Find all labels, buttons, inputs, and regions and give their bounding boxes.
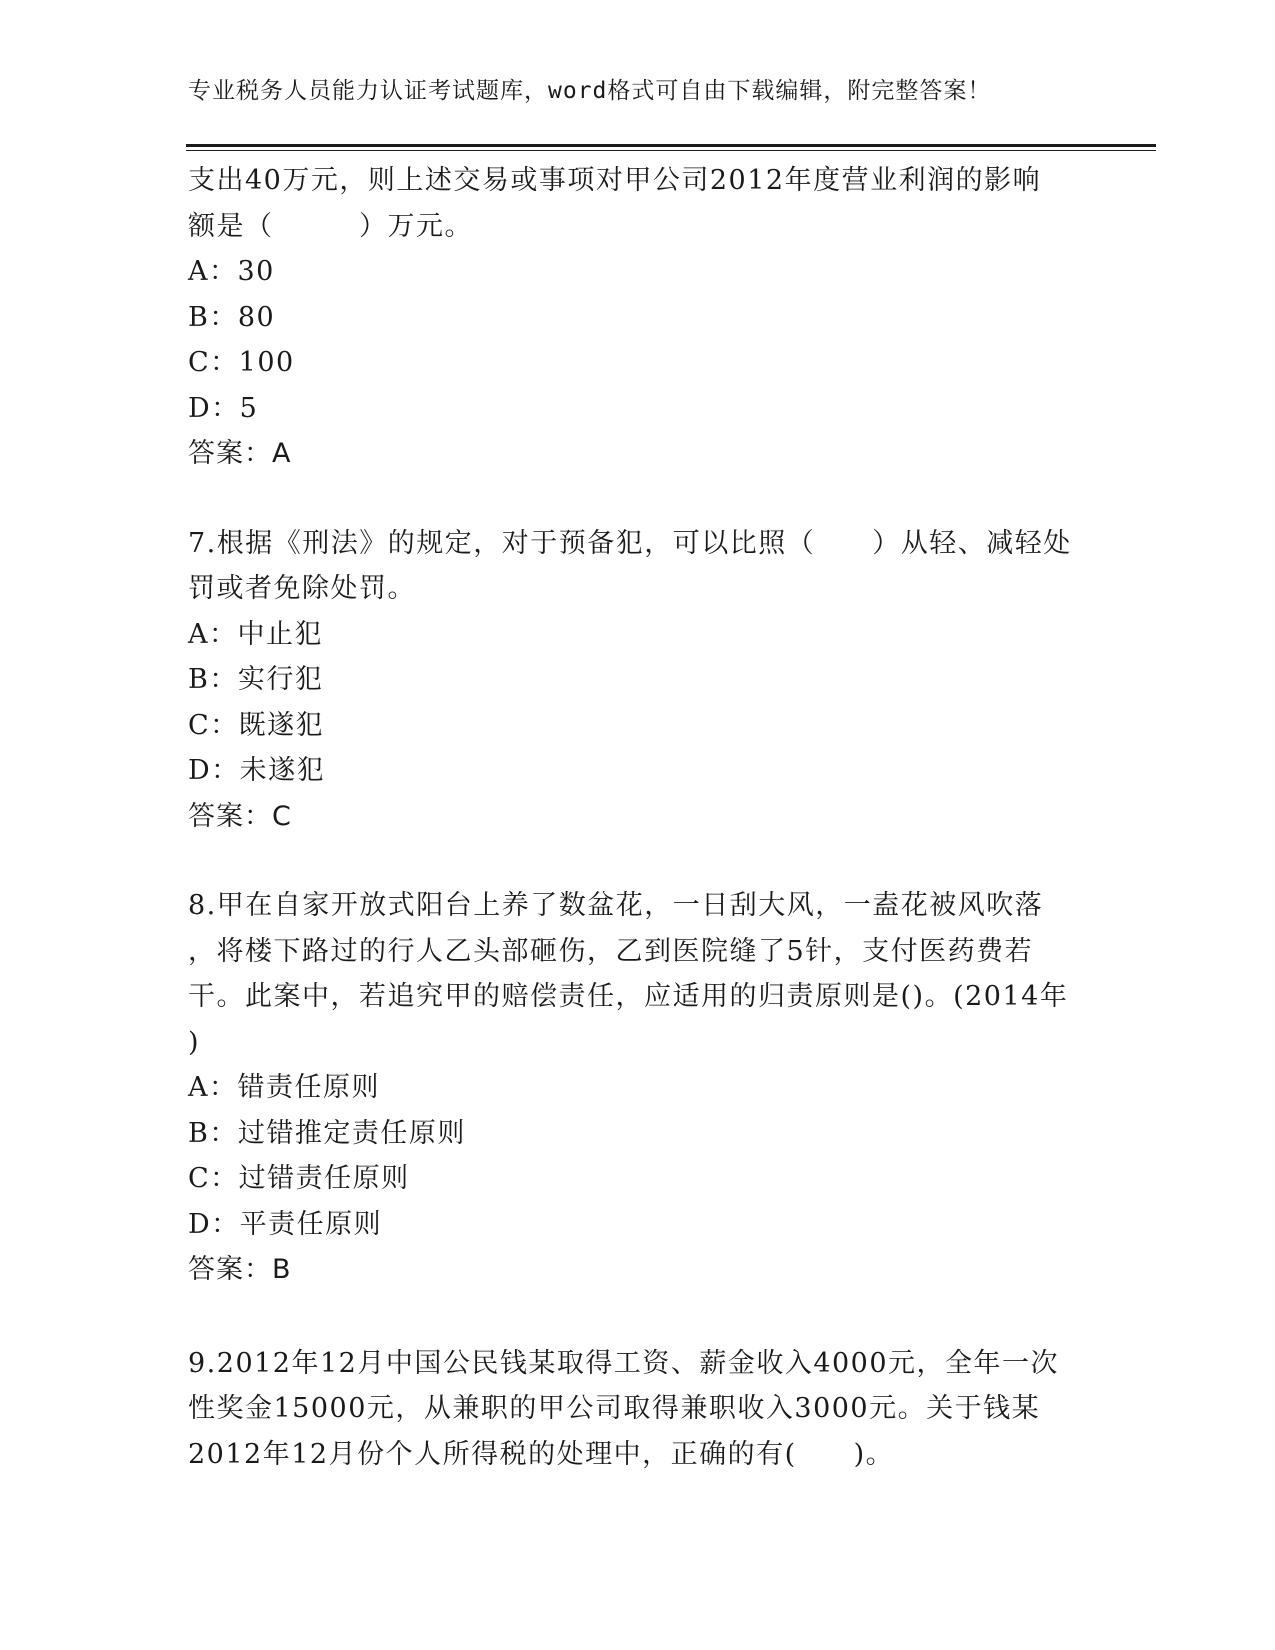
option-c: C：既遂犯 xyxy=(188,709,325,741)
page-header: 专业税务人员能力认证考试题库，word格式可自由下载编辑，附完整答案！ xyxy=(188,78,992,104)
question-text-line: 2012年12月份个人所得税的处理中，正确的有( )。 xyxy=(188,1438,895,1470)
question-7 xyxy=(188,521,1148,840)
question-text-line: 性奖金15000元，从兼职的甲公司取得兼职收入3000元。关于钱某 xyxy=(188,1393,1041,1424)
answer: 答案：A xyxy=(188,438,292,469)
question-text-line: ) xyxy=(188,1026,201,1058)
answer: 答案：C xyxy=(188,800,292,832)
question-text-line: 额是（ ）万元。 xyxy=(188,210,473,242)
question-9 xyxy=(188,1341,1148,1478)
question-text-line: ，将楼下路过的行人乙头部砸伤，乙到医院缝了5针，支付医药费若 xyxy=(188,935,1034,967)
question-8 xyxy=(188,883,1148,1293)
option-a: A：错责任原则 xyxy=(188,1072,380,1103)
option-b: B：80 xyxy=(188,301,276,333)
question-text-line: 支出40万元，则上述交易或事项对甲公司2012年度营业利润的影响 xyxy=(188,165,1042,196)
header-divider-thin xyxy=(186,150,1156,151)
document-body xyxy=(188,158,1148,1477)
question-text-line: 9.2012年12月中国公民钱某取得工资、薪金收入4000元，全年一次 xyxy=(188,1347,1060,1379)
option-b: B：实行犯 xyxy=(188,664,324,695)
header-divider-thick xyxy=(186,144,1156,147)
question-text-line: 7.根据《刑法》的规定，对于预备犯，可以比照（ ）从轻、减轻处 xyxy=(188,527,1072,559)
option-a: A：中止犯 xyxy=(188,618,323,650)
question-text-line: 8.甲在自家开放式阳台上养了数盆花，一日刮大风，一盍花被风吹落 xyxy=(188,890,1044,921)
spacer xyxy=(188,1293,1148,1337)
question-6-continued xyxy=(188,158,1148,477)
option-c: C：100 xyxy=(188,347,295,378)
option-b: B：过错推定责任原则 xyxy=(188,1117,466,1149)
option-d: D：未遂犯 xyxy=(188,755,326,786)
answer: 答案：B xyxy=(188,1254,292,1285)
option-a: A：30 xyxy=(188,256,275,287)
option-d: D：5 xyxy=(188,392,259,424)
option-c: C：过错责任原则 xyxy=(188,1163,410,1194)
question-text-line: 罚或者免除处罚。 xyxy=(188,573,416,604)
spacer xyxy=(188,477,1148,521)
question-text-line: 干。此案中，若追究甲的赔偿责任，应适用的归责原则是()。(2014年 xyxy=(188,981,1069,1012)
spacer xyxy=(188,839,1148,883)
option-d: D：平责任原则 xyxy=(188,1208,383,1240)
